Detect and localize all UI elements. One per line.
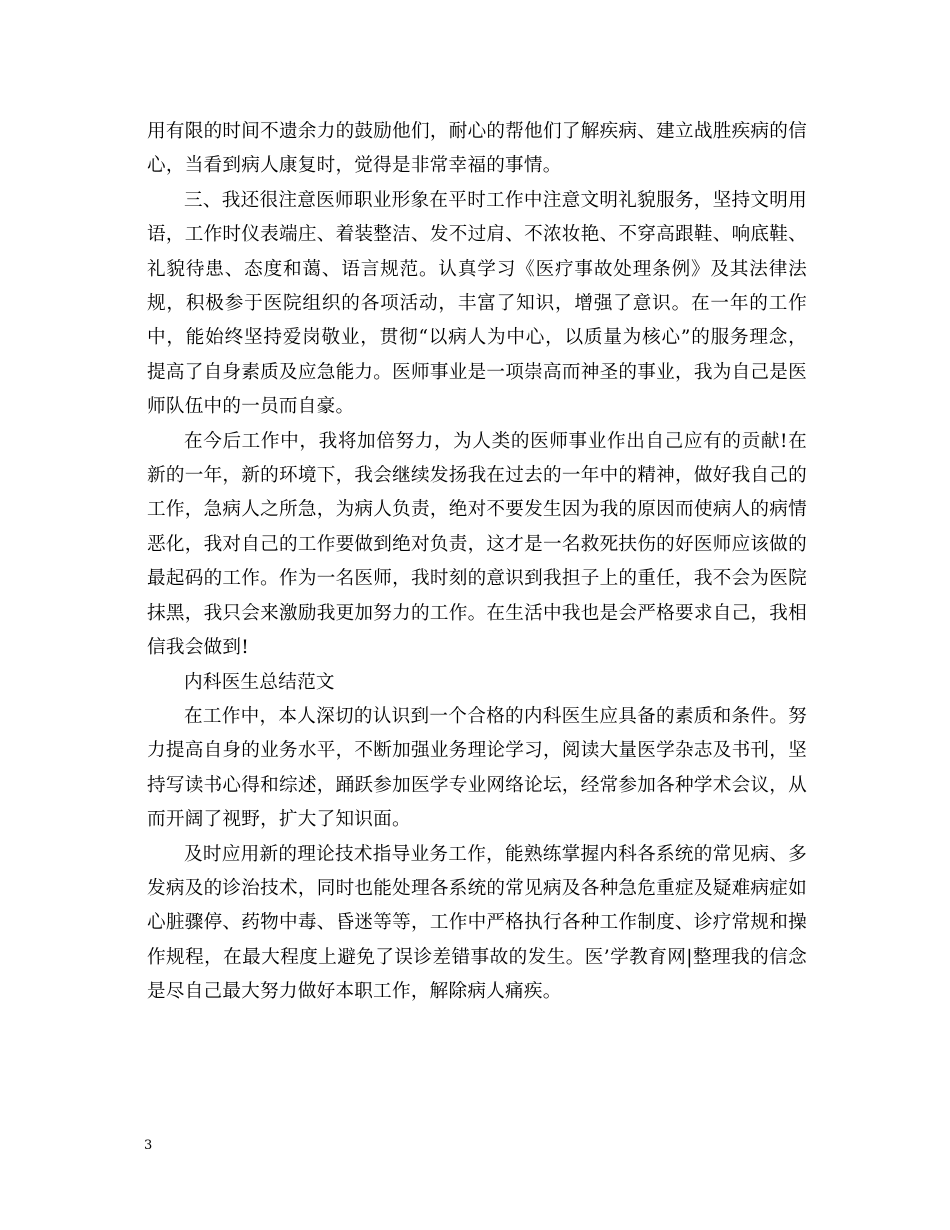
paragraph-continuation: 用有限的时间不遗余力的鼓励他们，耐心的帮他们了解疾病、建立战胜疾病的信心，当看到病人康复时，觉得是非常幸福的事情。 (147, 121, 807, 177)
paragraph-future-work: 在今后工作中，我将加倍努力，为人类的医师事业作出自己应有的贡献!在新的一年，新的环境下，我会继续发扬我在过去的一年中的精神，做好我自己的工作，急病人之所急，为病人负责，绝对不要发生因为我的原因而使病人的病情恶化，我对自己的工作要做到绝对负责，这才是一名救死扶伤的好医师应该做的最起码的工作。作为一名医师，我时刻的意识到我担子上的重任，我不会为医院抹黑，我只会来激励我更加努力的工作。在生活中我也是会严格要求自己，我相信我会做到! (147, 430, 807, 659)
paragraph-clinical-skills: 及时应用新的理论技术指导业务工作，能熟练掌握内科各系统的常见病、多发病及的诊治技术，同时也能处理各系统的常见病及各种急危重症及疑难病症如心脏骤停、药物中毒、昏迷等等，工作中严格执行各种工作制度、诊疗常规和操作规程，在最大程度上避免了误诊差错事故的发生。医’学教育网|整理我的信念是尽自己最大努力做好本职工作，解除病人痛疾。 (147, 843, 807, 1003)
paragraph-professional-image: 三、我还很注意医师职业形象在平时工作中注意文明礼貌服务，坚持文明用语，工作时仪表端庄、着装整洁、发不过肩、不浓妆艳、不穿高跟鞋、响底鞋、礼貌待患、态度和蔼、语言规范。认真学习《医疗事故处理条例》及其法律法规，积极参于医院组织的各项活动，丰富了知识，增强了意识。在一年的工作中，能始终坚持爱岗敬业，贯彻“以病人为中心，以质量为核心”的服务理念，提高了自身素质及应急能力。医师事业是一项崇高而神圣的事业，我为自己是医师队伍中的一员而自豪。 (147, 189, 807, 418)
document-body (147, 115, 807, 1010)
section-heading: 内科医生总结范文 (184, 671, 335, 693)
page-number: 3 (144, 1138, 153, 1153)
paragraph-internal-medicine-quality: 在工作中，本人深切的认识到一个合格的内科医生应具备的素质和条件。努力提高自身的业务水平，不断加强业务理论学习，阅读大量医学杂志及书刊，坚持写读书心得和综述，踊跃参加医学专业网络论坛，经常参加各种学术会议，从而开阔了视野，扩大了知识面。 (147, 705, 807, 831)
